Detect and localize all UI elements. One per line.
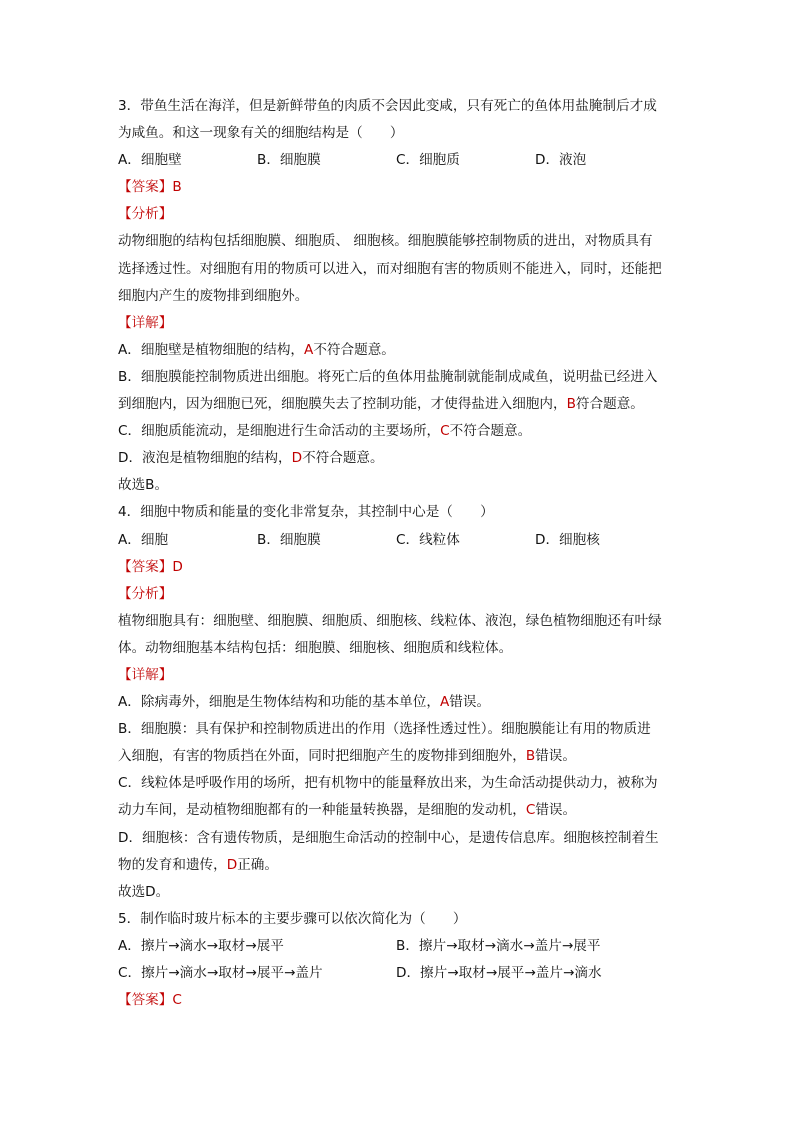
- q3-analysis-tag: 【分析】: [118, 206, 173, 223]
- q3-stem-line-2: 为咸鱼。和这一现象有关的细胞结构是（ ）: [118, 125, 404, 142]
- q4-detail-3-text: 入细胞，有害的物质挡在外面，同时把细胞产生的废物排到细胞外，: [118, 748, 526, 765]
- q4-detail-line-5: [118, 797, 718, 824]
- q4-detail-1-verdict: 错误。: [449, 694, 491, 711]
- q4-analysis-line-2: 体。动物细胞基本结构包括：细胞膜、细胞核、细胞质和线粒体。: [118, 639, 513, 656]
- q3-option-a: A．细胞壁: [118, 152, 182, 169]
- q3-detail-line-4: [118, 418, 718, 445]
- q3-detail-2-text: B．细胞膜能控制物质进出细胞。将死亡后的鱼体用盐腌制就能制成咸鱼，说明盐已经进入: [118, 368, 658, 385]
- q4-analysis-line-1: 植物细胞具有：细胞壁、细胞膜、细胞质、细胞核、线粒体、液泡，绿色植物细胞还有叶绿: [118, 612, 662, 629]
- q4-detail-line-1: [118, 689, 718, 716]
- q3-conclusion: 故选B。: [118, 477, 169, 494]
- q5-option-d: D．擦片→取材→展平→盖片→滴水: [396, 965, 602, 981]
- q5-answer-line: [118, 987, 718, 1014]
- q5-stem-line-1: 5．制作临时玻片标本的主要步骤可以依次简化为（ ）: [118, 910, 467, 927]
- q4-analysis-tag: 【分析】: [118, 585, 173, 602]
- q4-detail-1-key: A: [439, 694, 450, 711]
- q3-detail-3-text: 到细胞内，因为细胞已死，细胞膜失去了控制功能，才使得盐进入细胞内，: [118, 396, 567, 413]
- q5-options-row-2: [118, 960, 718, 987]
- q5-option-b: B．擦片→取材→滴水→盖片→展平: [396, 937, 601, 954]
- q4-option-c: C．线粒体: [396, 531, 460, 548]
- q4-detail-line-4: [118, 770, 718, 797]
- q4-detail-5-key: C: [525, 802, 536, 819]
- q3-detail-line-1: [118, 337, 718, 364]
- q4-option-d: D．细胞核: [535, 531, 600, 548]
- q4-detail-line-6: [118, 825, 718, 852]
- q4-detail-1-text: A．除病毒外，细胞是生物体结构和功能的基本单位，: [118, 694, 440, 711]
- q3-detail-line-5: [118, 445, 718, 472]
- q5-answer-tag: 【答案】: [118, 992, 173, 1009]
- q4-option-b: B．细胞膜: [257, 531, 321, 548]
- q4-detail-line-2: [118, 716, 718, 743]
- q3-option-d: D．液泡: [535, 152, 587, 169]
- q3-detail-line-2: [118, 364, 718, 391]
- q4-detail-2-text: B．细胞膜：具有保护和控制物质进出的作用（选择性透过性）。细胞膜能让有用的物质进: [118, 721, 651, 738]
- q3-detail-3-key: B: [566, 396, 576, 413]
- q3-detail-4-text: C．细胞质能流动，是细胞进行生命活动的主要场所，: [118, 423, 441, 440]
- document-content: [118, 93, 718, 1014]
- q3-detail-1-text: A．细胞壁是植物细胞的结构，: [118, 341, 305, 358]
- q4-detail-5-text: 动力车间，是动植物细胞都有的一种能量转换器，是细胞的发动机，: [118, 802, 526, 819]
- q5-answer-value: C: [172, 992, 182, 1009]
- q4-stem-line-1: 4．细胞中物质和能量的变化非常复杂，其控制中心是（ ）: [118, 504, 494, 521]
- q4-conclusion: 故选D。: [118, 883, 170, 900]
- q3-analysis-line-2: 选择透过性。对细胞有用的物质可以进入，而对细胞有害的物质则不能进入，同时，还能把: [118, 260, 662, 277]
- q5-option-c: C．擦片→滴水→取材→展平→盖片: [118, 965, 323, 981]
- q4-answer-tag: 【答案】: [118, 558, 173, 575]
- q4-detail-4-text: C．线粒体是呼吸作用的场所，把有机物中的能量释放出来，为生命活动提供动力，被称为: [118, 775, 658, 792]
- q3-detail-5-text: D．液泡是植物细胞的结构，: [118, 450, 292, 467]
- q3-analysis-line-3: 细胞内产生的废物排到细胞外。: [118, 287, 309, 304]
- q3-options: [118, 147, 718, 174]
- q3-detail-3-verdict: 符合题意。: [575, 396, 644, 413]
- q3-option-c: C．细胞质: [396, 152, 460, 169]
- q3-stem-line-1: 3．带鱼生活在海洋，但是新鲜带鱼的肉质不会因此变咸，只有死亡的鱼体用盐腌制后才成: [118, 98, 657, 114]
- q3-answer-value: B: [172, 179, 182, 196]
- q5-option-a: A．擦片→滴水→取材→展平: [118, 937, 284, 954]
- q3-detail-5-key: D: [291, 450, 303, 467]
- q4-answer-value: D: [172, 558, 183, 575]
- q4-detail-6-text: D．细胞核：含有遗传物质，是细胞生命活动的控制中心，是遗传信息库。细胞核控制着生: [118, 829, 659, 846]
- q4-detail-line-3: [118, 743, 718, 770]
- q4-detail-3-key: B: [525, 748, 536, 765]
- q4-detail-5-verdict: 错误。: [535, 802, 577, 819]
- q4-answer-line: [118, 554, 718, 581]
- q3-detail-4-key: C: [440, 423, 450, 440]
- q4-detail-7-verdict: 正确。: [237, 856, 278, 873]
- q3-detail-line-3: [118, 391, 718, 418]
- q3-detail-4-verdict: 不符合题意。: [449, 423, 532, 440]
- q5-options-row-1: [118, 933, 718, 960]
- q4-detail-3-verdict: 错误。: [535, 748, 576, 765]
- q4-option-a: A．细胞: [118, 531, 169, 548]
- q3-detail-1-verdict: 不符合题意。: [313, 341, 395, 358]
- q3-detail-tag: 【详解】: [118, 314, 173, 331]
- q4-options: [118, 527, 718, 554]
- q3-option-b: B．细胞膜: [257, 152, 321, 169]
- q3-answer-line: [118, 174, 718, 201]
- q3-detail-1-key: A: [304, 341, 314, 358]
- q3-detail-5-verdict: 不符合题意。: [302, 450, 384, 467]
- q4-detail-7-text: 物的发育和遗传，: [118, 856, 227, 873]
- q4-detail-tag: 【详解】: [118, 666, 173, 683]
- q4-detail-7-key: D: [226, 856, 238, 873]
- q3-analysis-line-1: 动物细胞的结构包括细胞膜、细胞质、 细胞核。细胞膜能够控制物质的进出，对物质具有: [118, 233, 653, 250]
- q4-detail-line-7: [118, 852, 718, 879]
- q3-answer-tag: 【答案】: [118, 179, 173, 196]
